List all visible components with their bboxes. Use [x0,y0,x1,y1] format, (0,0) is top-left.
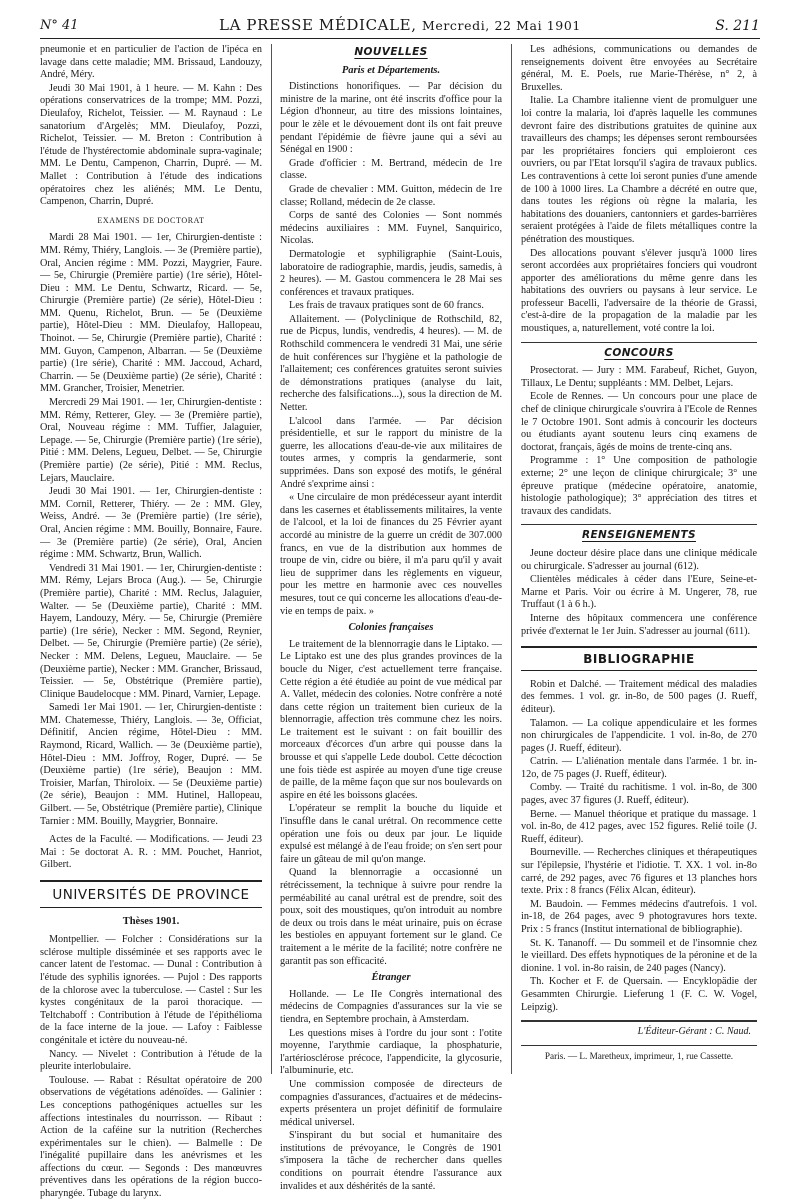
paragraph: Jeudi 30 Mai 1901, à 1 heure. — M. Kahn : Des opérations conservatrices de la trompe; MM. Pozzi, Dieulafoy, Richelot, Teissier. — M. Raynaud : Le sanatorium d'Argelès; MM. Dieulafoy, Pozzi, Richelot, Teissier. — M. Breton : Contribution à l'étude de l'hystérectomie abdominale supra-vaginale; MM. Le Dentu, Campenon, Charrin, Dupré. — M. Mallet : Contribution à l'étude des indications opératoires chez les aliénés; MM. Le Dentu, Campenon, Charrin, Dupré. [40,82,262,208]
theses-heading: Thèses 1901. [122,915,180,927]
printer-line: Paris. — L. Maretheux, imprimeur, 1, rue Cassette. [544,1050,734,1061]
column-1 [40,44,262,1202]
paragraph: Prosectorat. — Jury : MM. Farabeuf, Richet, Guyon, Tillaux, Le Dentu; suppléants : MM. Delbet, Lejars. [521,365,757,389]
exam-heading: EXAMENS DE DOCTORAT [97,215,205,225]
column-3 [521,44,757,1062]
bibliography-entry: Catrin. — L'aliénation mentale dans l'armée. 1 br. in-12o, de 75 pages (J. Rueff, éditeur). [521,756,757,780]
paragraph: Actes de la Faculté. — Modifications. — Jeudi 23 Mai : 5e doctorat A. R. : MM. Pouchet, Hanriot, Gilbert. [40,834,262,871]
bibliography-entry: St. K. Tananoff. — Du sommeil et de l'insomnie chez le vieillard. Des effets hypnotiques de la péronine et de la dionine. 1 vol. in-8o raisin, de 240 pages (Nancy). [521,937,757,974]
page-header [40,14,760,38]
paragraph: Grade de chevalier : MM. Guitton, médecin de 1re classe; Rolland, médecin de 2e classe. [280,183,502,208]
paragraph: Les questions mises à l'ordre du jour sont : l'otite moyenne, l'arythmie cardiaque, la phosphaturie, l'artériosclérose précoce, l'appendicite, la glycosurie, l'albuminurie, etc. [280,1027,502,1077]
paragraph: L'alcool dans l'armée. — Par décision présidentielle, et sur le rapport du ministre de la guerre, les allocations d'eau-de-vie aux militaires de toutes armes, y compris la gendarmerie, sont supprimées. Dans son exposé des motifs, le général André s'exprime ainsi : [280,415,502,490]
paragraph: Ecole de Rennes. — Un concours pour une place de chef de clinique chirurgicale s'ouvrira à l'Ecole de Rennes le 7 Octobre 1901. Sont admis à concourir les docteurs ou étudiants ayant soutenu leurs cinq examens de doctorat, français, âgés de moins de trente-cinq ans. [521,391,757,453]
bibliography-entry: Talamon. — La colique appendiculaire et les formes non chirurgicales de l'appendicite. 1 vol. in-8o, de 270 pages (J. Rueff, éditeur). [521,717,757,754]
paragraph: Les frais de travaux pratiques sont de 60 francs. [289,300,484,312]
paragraph: Hollande. — Le IIe Congrès international des médecins de Compagnies d'assurances sur la vie se tiendra, en Septembre prochain, à Amsterdam. [280,988,502,1025]
paragraph: Toulouse. — Rabat : Résultat opératoire de 200 observations de végétations adénoïdes. — Galinier : Les conceptions pathogéniques actuelles sur les affections intestinales du nourrisson. — Ribaut : Action de la caféine sur la nutrition (Recherches expérimentales sur le chien). — Balmelle : De l'inégalité pupillaire dans les anévrismes et les affections du cœur. — Segonds : Des manœuvres préventives dans les opérations de la région bucco-pharyngée. Tubage du larynx. [40,1074,262,1200]
column-2 [280,44,502,1194]
paragraph: Samedi 1er Mai 1901. — 1er, Chirurgien-dentiste : MM. Chatemesse, Thiéry, Langlois. — 3e, Officiat, Définitif, Ancien régime, Hôtel-Dieu : MM. Raymond, Ricard, Wallich. — 3e (Deuxième partie), Hôtel-Dieu : MM. Joffroy, Roger, Dupré. — 5e (Deuxième partie) (1re série), Beaujon : MM. Troisier, Marfan, Thiroloix. — 5e (Deuxième partie) (2e série), Beaujon : MM. Hutinel, Hallopeau, Gilbert. — 5e, Obstétrique (Première partie), Clinique Tarnier : MM. Bouilly, Maygrier, Bonnaire. [40,702,262,827]
bibliography-entry: Th. Kocher et F. de Quersain. — Encyklopädie der Gesammten Chirurgie. Lieferung 1 (F. C. W. Vogel, Leipzig). [521,976,757,1013]
paragraph: pneumonie et en particulier de l'action de l'ipéca en lavage dans cette maladie; MM. Brissaud, Landouzy, André, Méry. [40,44,262,81]
bibliography-entry: M. Baudoin. — Femmes médecins d'autrefois. 1 vol. in-18, de 264 pages, avec 9 photogravures hors texte. Prix : 5 francs (Institut international de bibliographie). [521,898,757,935]
divider [521,524,757,525]
paragraph: S'inspirant du but social et humanitaire des institutions de prévoyance, le Congrès de 1901 s'imposera la tâche de rechercher dans quelles conditions on pourrait étendre l'assurance aux invalides et aux déshérités de la santé. [280,1130,502,1192]
subsection-paris: Paris et Départements. [341,64,441,76]
paragraph: Le traitement de la blennorragie dans le Liptako. — Le Liptako est une des plus grandes provinces de la boucle du Niger, c'est actuellement terre française. Cette région a été étudiée au point de vue médical par A. Vallet, médecin des colonies. Notre confrère a noté dans cette région un traitement bien curieux de la blennorragie, affection très commune chez les noirs. Le traitement est le suivant : on fait bouillir des morceaux d'écorces d'un arbre qui pousse dans la brousse et qui s'appelle Lede doubol. Cette décoction une fois tiède est aspirée au moyen d'une tige creuse de paille, de la même façon que sur nos boulevards on aspire en été les boissons glacées. [280,638,502,801]
paragraph: Mercredi 29 Mai 1901. — 1er, Chirurgien-dentiste : MM. Rémy, Retterer, Gley. — 3e (Première partie), Oral, Nouveau régime : MM. Tuffier, Jalaguier, Lepage. — 5e, Chirurgie (Première partie) (1re série), Pitié : MM. Delens, Legueu, Delbet. — 5e, Chirurgie (Première partie) (2e série), Pitié : MM. Reclus, Lejars, Mauclaire. [40,397,262,484]
issue-number: N° 41 [40,18,79,33]
paragraph: « Une circulaire de mon prédécesseur ayant interdit dans les casernes et établissements militaires, la vente de l'alcool, et la loi de finances du 25 Février ayant accordé au ministre de la guerre un crédit de 307.000 francs, en vue de la distribution aux hommes de troupe de vin, cidre ou bière, il m'a paru qu'il y avait lieu de supprimer dans les règlements en vigueur, pour les mettre en harmonie avec ces nouvelles mesures, tout ce qui concerne les allocations d'eau-de-vie en temps de paix. » [280,492,502,617]
paragraph: Jeune docteur désire place dans une clinique médicale ou chirurgicale. S'adresser au journal (612). [521,547,757,572]
journal-title [40,16,760,34]
paragraph: Italie. La Chambre italienne vient de promulguer une loi contre la malaria, loi d'après laquelle les communes devront faire des distributions gratuites de quinine aux travailleurs des champs; les dépenses seront remboursées par les propriétaires fonciers qui emploieront ces ouvriers, ou par l'Etat lorsqu'il s'agira de travaux publics. Les contraventions à cette loi seront punies d'une amende de 100 à 1000 lires. La Chambre a décrété en outre que, dans toutes les régions où règne la malaria, les habitations des douaniers, cantonniers et gardes-barrières seraient protégées à l'aide de filets métalliques contre la pénétration des moustiques. [521,95,757,245]
divider [521,342,757,343]
bibliography-entry: Robin et Dalché. — Traitement médical des maladies des femmes. 1 vol. gr. in-8o, de 500 pages (J. Rueff, éditeur). [521,678,757,715]
header-rule [40,38,760,39]
paragraph: Grade d'officier : M. Bertrand, médecin de 1re classe. [280,157,502,182]
journal-name: LA PRESSE MÉDICALE, [219,16,417,34]
paragraph: Des allocations pouvant s'élever jusqu'à 1000 lires seront accordées aux propriétaires fonciers qui voudront apporter des améliorations du même genre dans les habitations des ouvriers ou paysans à leur service. Le professeur Bacelli, l'adversaire de la théorie de Grassi, c'est-à-dire de la propagation de la maladie par les moustiques, a, naturellement, voté contre la loi. [521,247,757,335]
paragraph: Dermatologie et syphiligraphie (Saint-Louis, laboratoire de radiographie, mardis, jeudis, samedis, à 2 heures). — M. Gastou commencera le 28 Mai ses conférences et travaux pratiques. [280,248,502,298]
paragraph: Vendredi 31 Mai 1901. — 1er, Chirurgien-dentiste : MM. Rémy, Lejars Broca (Aug.). — 5e, Chirurgie (Première partie), Charité : MM. Reclus, Jalaguier, Walter. — 5e (Deuxième partie), Charité : MM. Hayem, Landouzy, Méry. — 5e, Chirurgie (Première partie) (1re série), Necker : MM. Segond, Reynier, Delbet. — 5e, Chirurgie (Première partie) (2e série), Necker : MM. Delens, Legueu, Mauclaire. — 5e (Deuxième partie), Necker : MM. Grancher, Brissaud, Teissier. — 5e, Obstétrique (Première partie), Clinique Baudelocque : MM. Pinard, Varnier, Lepage. [40,562,262,700]
section-title-concours: CONCOURS [604,346,674,359]
bibliography-entry: Bourneville. — Recherches cliniques et thérapeutiques sur l'épilepsie, l'hystérie et l'idiotie. T. XX. 1 vol. in-8o carré, de 292 pages, avec 76 figures et 13 planches hors texte. Prix : 8 francs (Félix Alcan, éditeur). [521,847,757,897]
section-title-nouvelles: NOUVELLES [354,46,428,58]
paragraph: Distinctions honorifiques. — Par décision du ministre de la marine, ont été inscrits d'office pour la Légion d'honneur, au titre des missions lointaines, pour le zèle et le dévouement dont ils ont fait preuve pendant l'épidémie de fièvre jaune qui a sévi au Sénégal en 1900 : [280,81,502,156]
paragraph: Corps de santé des Colonies — Sont nommés médecins auxiliaires : MM. Fuynel, Sanquirico, Nicolas. [280,210,502,247]
paragraph: Mardi 28 Mai 1901. — 1er, Chirurgien-dentiste : MM. Rémy, Thiéry, Langlois. — 3e (Première partie), Oral, Ancien régime : MM. Pozzi, Maygrier, Faure. — 5e, Chirurgie (Première partie) (1re série), Hôtel-Dieu : MM. Le Dentu, Schwartz, Ricard. — 5e, Chirurgie (Première partie) (2e série), Hôtel-Dieu : MM. Quenu, Richelot, Brun. — 5e (Deuxième partie), Hôtel-Dieu : MM. Dieulafoy, Hallopeau, Thoinot. — 5e, Chirurgie (Première partie), Charité : MM. Guyon, Campenon, Albarran. — 5e (Deuxième partie) (1re série), Charité : MM. Jaccoud, Achard, Charrin. — 5e (Deuxième partie) (2e série), Charité : MM. Grancher, Troisier, Menetrier. [40,232,262,395]
editor-line: L'Éditeur-Gérant : C. Naud. [637,1026,751,1038]
paragraph: Interne des hôpitaux commencera une conférence privée d'externat le 1er Juin. S'adresser au journal (611). [521,612,757,637]
section-title-bibliographie: BIBLIOGRAPHIE [521,646,757,671]
section-title-renseignements: RENSEIGNEMENTS [582,529,696,542]
section-title-universites: UNIVERSITÉS DE PROVINCE [40,880,262,908]
column-divider-1 [271,44,272,1074]
column-divider-2 [511,44,512,1074]
paragraph: L'opérateur se remplit la bouche du liquide et l'insuffle dans le canal urétral. On recommence cette opération une fois ou deux par jour. Le liquide expulsé est mélangé à de l'eau froide; on s'en sert pour faire un gâteau de mil qu'on mange. [280,803,502,865]
paragraph: Allaitement. — (Polyclinique de Rothschild, 82, rue de Picpus, lundis, vendredis, 4 heures). — M. de Rothschild commencera le vendredi 31 Mai, une série de huit conférences sur l'hygiène et la pathologie de l'allaitement; ces conférences gratuites seront suivies de démonstrations pratiques (analyse du lait, recherche des falsifications...), sous la direction de M. Netter. [280,313,502,414]
paragraph: Nancy. — Nivelet : Contribution à l'étude de la pleurite interlobulaire. [40,1048,262,1073]
bibliography-entry: Berne. — Manuel théorique et pratique du massage. 1 vol. in-8o, de 412 pages, avec 152 figures. Relié toile (J. Rueff, éditeur). [521,808,757,845]
paragraph: Quand la blennorragie a occasionné un rétrécissement, la technique à suivre pour rendre la perméabilité au canal urétral est de prendre, soit des poux, soit des moustiques, qu'on introduit au nombre de deux ou trois dans le méat urinaire, puis on écrase les bestioles en appuyant fortement sur le gland. Ce traitement a le mérite de la facilité; notre confrère ne garantit pas son efficacité. [280,867,502,967]
page-number: S. 211 [715,18,760,34]
divider [521,1045,757,1046]
paragraph: Une commission composée de directeurs de compagnies d'assurances, d'actuaires et de médecins-experts présentera un projet définitif de formulaire médical universel. [280,1078,502,1128]
paragraph: Montpellier. — Folcher : Considérations sur la sclérose multiple disséminée et ses rapports avec le cancer latent de l'estomac. — Dunal : Contribution à l'étude des syphilis ignorées. — Pujol : Des rapports de la chlorose avec la tuberculose. — Castel : Sur les kystes congénitaux de la paroi thoracique. — Teltchaboff : Contribution à l'étude de l'épithélioma de la face interne de la joue. — Lafoy : Faiblesse congénitale et ictère du nouveau-né. [40,934,262,1046]
subsection-colonies: Colonies françaises [348,622,434,634]
subsection-etranger: Étranger [371,972,411,984]
paragraph: Programme : 1° Une composition de pathologie externe; 2° une leçon de clinique chirurgicale; 3° une épreuve pratique (médecine opératoire, anatomie, histologie pathologique); 3° appréciation des titres et travaux des candidats. [521,455,757,517]
paragraph: Les adhésions, communications ou demandes de renseignements doivent être envoyées au Secrétaire général, M. E. Poels, rue Marie-Thérèse, n° 2, à Bruxelles. [521,44,757,93]
issue-date: Mercredi, 22 Mai 1901 [421,18,581,33]
paragraph: Jeudi 30 Mai 1901. — 1er, Chirurgien-dentiste : MM. Cornil, Retterer, Thiéry. — 2e : MM. Gley, Weiss, André. — 3e (Première partie) (1re série), Oral, Ancien régime : MM. Bouilly, Bonnaire, Faure. — 3e (Première partie) (2e série), Oral, Ancien régime : MM. Schwartz, Brun, Wallich. [40,486,262,561]
paragraph: Clientèles médicales à céder dans l'Eure, Seine-et-Marne et Paris. Voir ou écrire à M. Ungerer, 78, rue Truffaut (1 à 6 h.). [521,574,757,611]
bibliography-entry: Comby. — Traité du rachitisme. 1 vol. in-8o, de 300 pages, avec 37 figures (J. Rueff, éditeur). [521,782,757,807]
divider [521,1020,757,1022]
